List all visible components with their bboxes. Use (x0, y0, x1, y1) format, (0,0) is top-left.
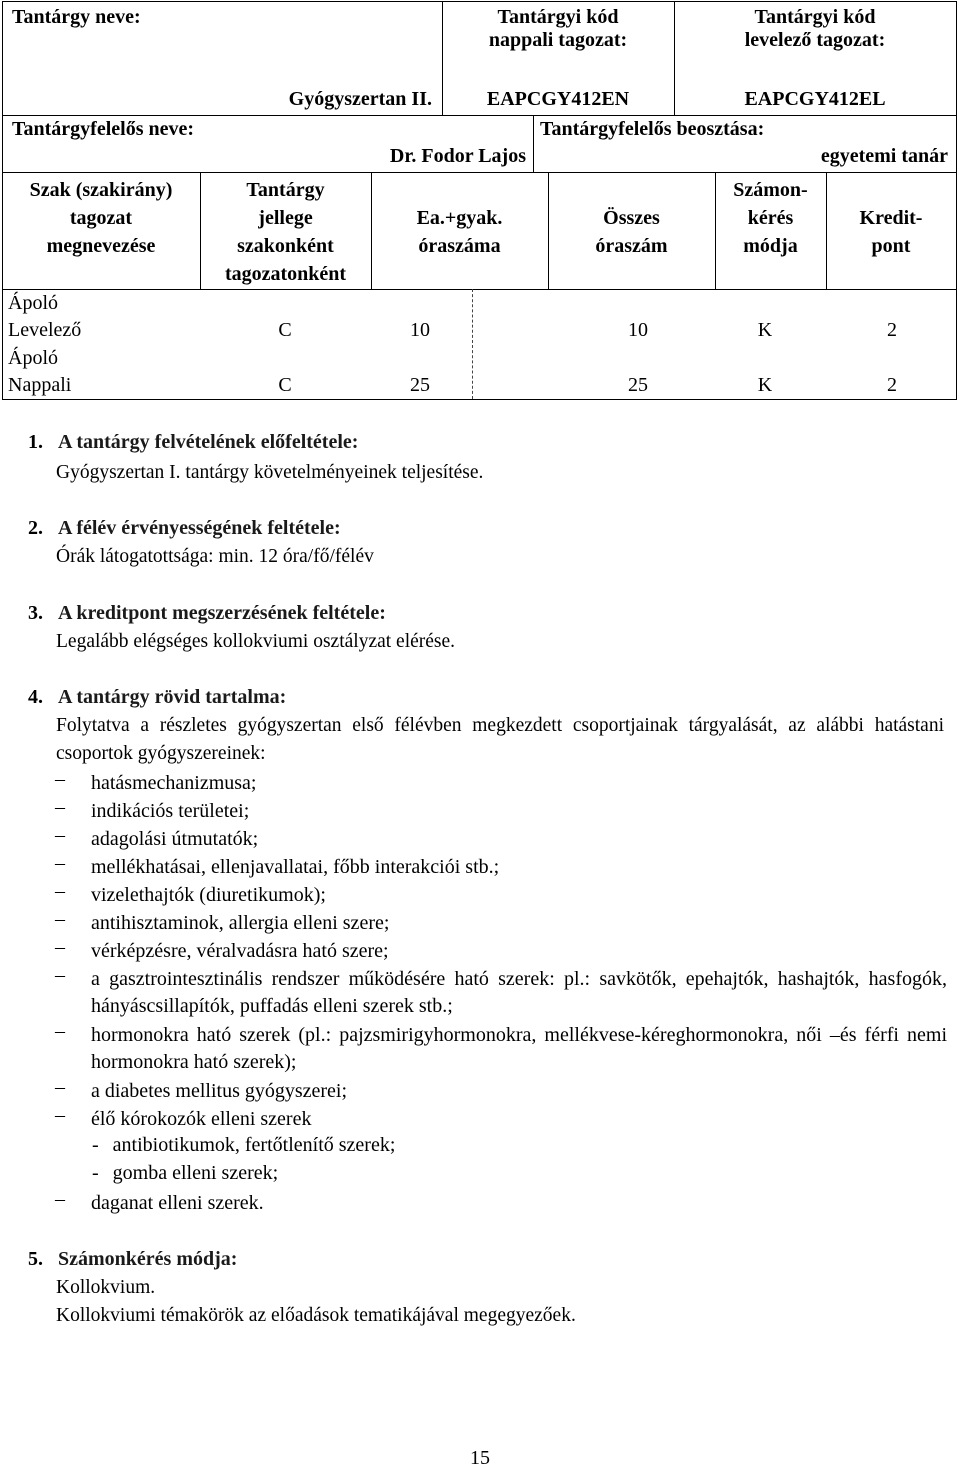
col-header-osszes: Összes óraszám (595, 207, 668, 257)
section-number: 2. (28, 517, 43, 539)
row-szak-1: Ápoló (8, 292, 58, 314)
row-szamon: K (757, 374, 773, 396)
subject-name-label: Tantárgy neve: (12, 6, 141, 28)
col-header-kredit: Kredit- pont (859, 207, 923, 257)
row-tagozat: Levelező (8, 319, 82, 341)
row-osszes: 25 (628, 374, 648, 396)
col-header-szamon: Számon- kérés módja (733, 179, 808, 257)
section-4-intro: Folytatva a részletes gyógyszertan első félévben megkezdett csoportjainak tárgyalását, az alábbi hatástani csoportok gyógyszereinek: (56, 715, 944, 764)
row-jelleg: C (278, 319, 292, 341)
code-day-label: Tantárgyi kód nappali tagozat: (488, 6, 628, 51)
row-tagozat: Nappali (8, 374, 72, 396)
sub-list-item: - antibiotikumok, fertőtlenítő szerek; (92, 1134, 396, 1156)
section-number: 5. (28, 1248, 43, 1270)
row-kredit: 2 (887, 319, 897, 341)
row-ea: 10 (410, 319, 430, 341)
section-text: Kollokvium. (56, 1277, 156, 1298)
code-corr-label: Tantárgyi kód levelező tagozat: (744, 6, 886, 51)
position-value: egyetemi tanár (820, 145, 948, 167)
code-corr: EAPCGY412EL (744, 88, 886, 110)
responsible-name: Dr. Fodor Lajos (389, 145, 526, 167)
page-number: 15 (470, 1447, 490, 1469)
section-title: Számonkérés módja: (58, 1248, 238, 1270)
row-jelleg: C (278, 374, 292, 396)
row-kredit: 2 (887, 374, 897, 396)
section-title: A tantárgy felvételének előfeltétele: (58, 431, 359, 453)
sub-list-item: - gomba elleni szerek; (92, 1162, 279, 1184)
position-label: Tantárgyfelelős beosztása: (540, 118, 765, 140)
section-title: A félév érvényességének feltétele: (58, 517, 341, 539)
section-title: A kreditpont megszerzésének feltétele: (58, 602, 386, 624)
subject-name: Gyógyszertan II. (288, 88, 432, 110)
code-day: EAPCGY412EN (486, 88, 630, 110)
col-header-ea: Ea.+gyak. óraszáma (416, 207, 503, 257)
section-text: Gyógyszertan I. tantárgy követelményeinek teljesítése. (56, 462, 484, 483)
section-number: 1. (28, 431, 43, 453)
section-title: A tantárgy rövid tartalma: (58, 686, 287, 708)
row-szamon: K (757, 319, 773, 341)
col-header-jelleg: Tantárgy jellege szakonként tagozatonként (224, 179, 347, 285)
section-number: 4. (28, 686, 43, 708)
col-header-szak: Szak (szakirány) tagozat megnevezése (29, 179, 173, 257)
row-osszes: 10 (628, 319, 648, 341)
row-szak-1: Ápoló (8, 347, 58, 369)
section-text: Órák látogatottsága: min. 12 óra/fő/félév (56, 546, 374, 567)
row-ea: 25 (410, 374, 430, 396)
section-text: Legalább elégséges kollokviumi osztályzat elérése. (56, 631, 456, 652)
responsible-label: Tantárgyfelelős neve: (12, 118, 195, 140)
section-number: 3. (28, 602, 43, 624)
section-text: Kollokviumi témakörök az előadások tematikájával megegyezőek. (56, 1305, 576, 1326)
